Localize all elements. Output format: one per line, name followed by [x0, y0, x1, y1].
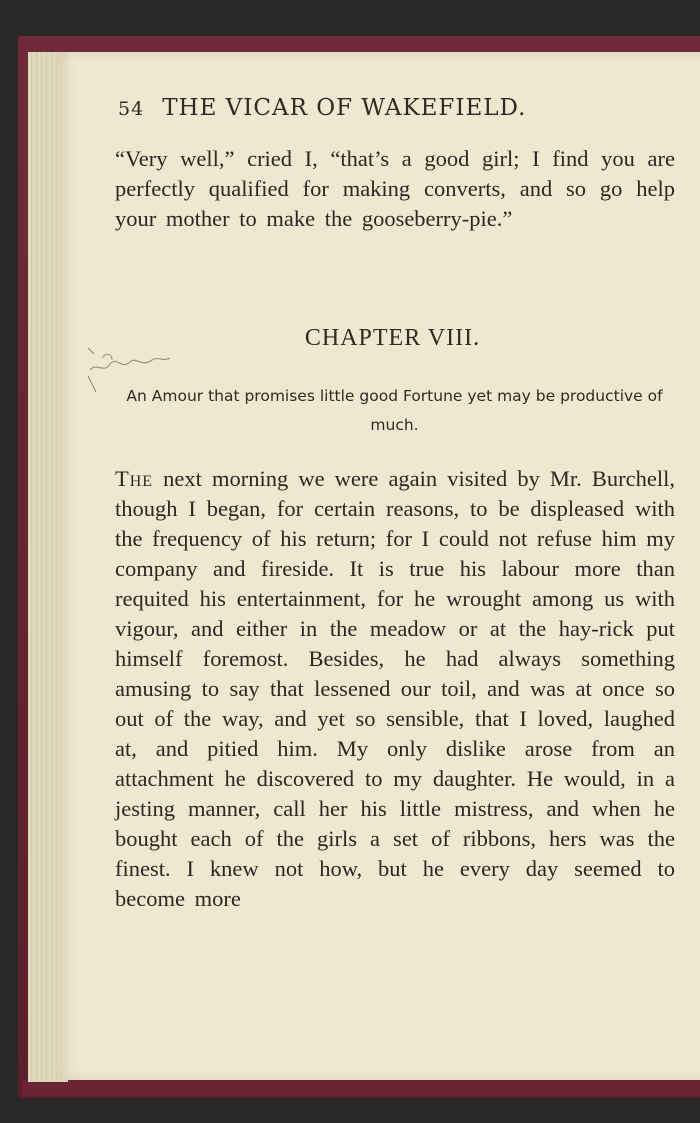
- book-cover-bottom-edge: [22, 1080, 700, 1096]
- book-title: THE VICAR OF WAKEFIELD.: [162, 95, 527, 121]
- opening-paragraph: “Very well,” cried I, “that’s a good girl; I find you are perfectly qualified for making converts, and so go help your mother to make the gooseberry-pie.”: [115, 146, 675, 231]
- chapter-subtitle: An Amour that promises little good Fortune yet may be productive of much.: [126, 387, 663, 434]
- chapter-heading: CHAPTER VIII.: [304, 325, 481, 351]
- main-paragraph: [115, 464, 675, 914]
- page-number: 54: [118, 98, 145, 120]
- first-word-smallcaps: The: [115, 466, 154, 491]
- main-paragraph-text: next morning we were again visited by Mr. Burchell, though I began, for certain reasons, to be displeased with the frequency of his return; for I could not refuse him my company and fireside. It is true his labour more than requited his entertainment, for he wrought among us with vigour, and either in the meadow or at the hay-rick put himself foremost. Besides, he had always something amusing to say that lessened our toil, and was at once so out of the way, and yet so sensible, that I loved, laughed at, and pitied him. My only dislike arose from an attachment he discovered to my daughter. He would, in a jesting manner, call her his little mistress, and when he bought each of the girls a set of ribbons, hers was the finest. I knew not how, but he every day seemed to become more: [115, 466, 675, 911]
- running-head: [118, 95, 526, 121]
